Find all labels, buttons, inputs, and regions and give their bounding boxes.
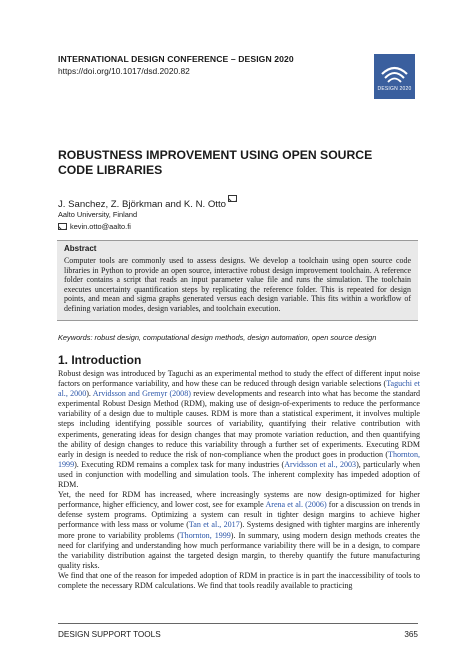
author-line [58, 195, 237, 210]
citation-link[interactable]: Arvidsson and Gremyr (2008) [92, 389, 191, 399]
conference-name: INTERNATIONAL DESIGN CONFERENCE – DESIGN 2020 [58, 54, 294, 64]
corresponding-email [58, 222, 131, 231]
citation-link[interactable]: Taguchi et al., 2000 [58, 379, 420, 399]
text-run: ). Systems designed with tighter margins are inherently more prone to variability problems ( [58, 520, 421, 540]
envelope-icon [228, 195, 237, 202]
affiliation: Aalto University, Finland [58, 210, 138, 219]
citation-link[interactable]: Arvidsson et al., 2003 [284, 459, 357, 469]
envelope-icon [58, 223, 67, 230]
keywords: Keywords: robust design, computational design methods, design automation, open source design [58, 333, 377, 342]
text-run: review developments and research into what has become the standard experimental Robust Design Method (RDM), making use of design-of-experiments to reduce the performance variability of a design due to multiple causes. RDM is more than a statistical experiment, it involves multiple steps including identifying possible sources of variability, quantifying their relative contribution with experiments, generating ideas for design changes that may promote variation reduction, and then quantifying the ability of design changes to reduce this variability through a further set of experiments. Executing RDM early in design is needed to reduce the risk of non-compliance when the product goes in production ( [58, 389, 420, 459]
citation-link[interactable]: Tan et al., 2017 [188, 520, 240, 530]
paragraph-2 [58, 490, 420, 571]
text-run: for a discussion on trends in defense system programs. Optimizing a system can result in tighter design margins to achieve higher performance with less mass or volume ( [58, 500, 420, 530]
introduction-body [58, 369, 420, 591]
logo-text: DESIGN 2020 [377, 86, 412, 92]
text-run: ). In summary, using modern design methods creates the need for clarifying and understanding how much performance variability there will be in a design, to compare the variability distribution against the targeted design margin, to thereby quantify the future manufacturing quality risks. [58, 530, 420, 570]
text-run: ). Executing RDM remains a complex task for many industries ( [74, 459, 285, 469]
page-number: 365 [404, 630, 418, 639]
doi-link[interactable]: https://doi.org/10.1017/dsd.2020.82 [58, 66, 190, 76]
paragraph-3 [58, 571, 420, 591]
text-run: ), particularly when used in conjunction with modelling and simulation tools. The inherent complexity has impeded adoption of RDM. [58, 459, 420, 490]
text-run: Robust design was introduced by Taguchi as an experimental method to study the effect of different input noise factors on performance variability, and how these can be reduced through design variable selections ( [58, 369, 420, 389]
abstract-heading: Abstract [64, 244, 97, 253]
abstract-text: Computer tools are commonly used to assess designs. We develop a toolchain using open source code libraries in Python to provide an open source, interactive robust design improvement toolchain. A reference folder contains a script that reads an input parameter value file and runs the simulation. The toolchain executes uncertainty quantification steps by replicating the reference folder. This is repeated for design points, and mean and sigma graphs generated versus each design variable. This fits within a workflow of defining variation modes, design variables, and toolchain execution. [64, 256, 411, 313]
text-run: We find that one of the reason for impeded adoption of RDM in practice is in part the inaccessibility of tools to complete the necessary RDM calculations. We find that tools readily available to practicing [58, 570, 420, 590]
paper-title: ROBUSTNESS IMPROVEMENT USING OPEN SOURCE CODE LIBRARIES [58, 148, 373, 177]
citation-link[interactable]: Arena et al. (2006) [265, 500, 327, 510]
design-conference-logo [374, 54, 415, 99]
citation-link[interactable]: Thornton, 1999 [179, 530, 231, 540]
footer-divider [58, 623, 418, 624]
text-run: ). [86, 389, 93, 399]
conference-header [58, 54, 294, 76]
authors: J. Sanchez, Z. Björkman and K. N. Otto [58, 199, 226, 210]
email-link[interactable]: kevin.otto@aalto.fi [70, 222, 131, 231]
section-heading-introduction: 1. Introduction [58, 353, 142, 367]
text-run: Yet, the need for RDM has increased, where increasingly systems are now design-optimized for higher performance, higher efficiency, and lower cost, see for example [58, 490, 420, 510]
footer-section-label: DESIGN SUPPORT TOOLS [58, 630, 161, 639]
abstract-box [57, 240, 418, 321]
paragraph-1 [58, 369, 420, 490]
logo-arcs-icon [374, 54, 415, 99]
citation-link[interactable]: Thornton, 1999 [58, 449, 420, 469]
